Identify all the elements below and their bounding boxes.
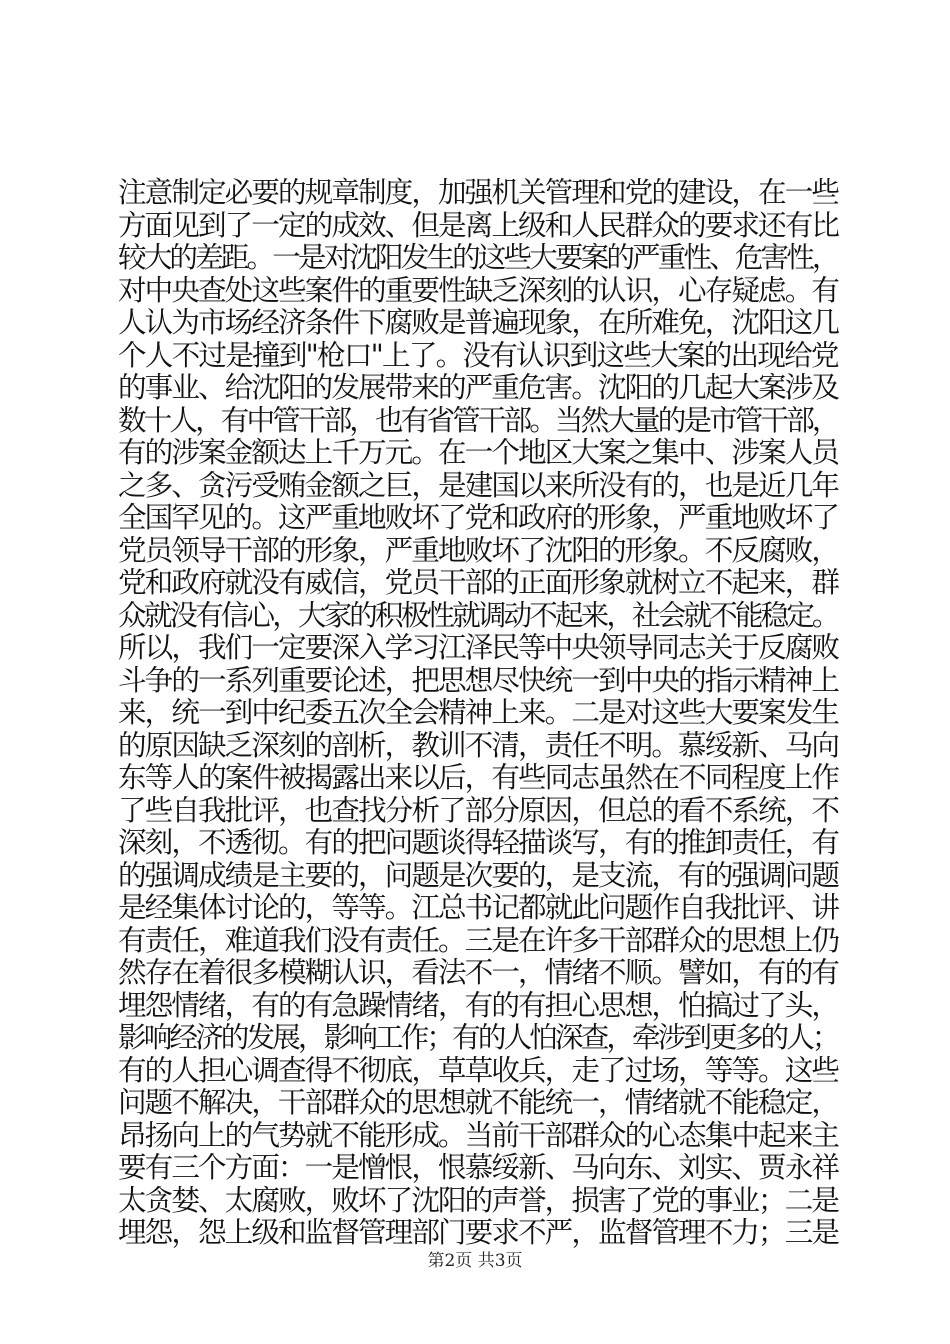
text-line: 个人不过是撞到"枪口"上了。没有认识到这些大案的出现给党 bbox=[118, 337, 838, 372]
text-line: 方面见到了一定的成效、但是离上级和人民群众的要求还有比 bbox=[118, 207, 839, 242]
text-line: 是经集体讨论的，等等。江总书记都就此问题作自我批评、讲 bbox=[118, 890, 839, 924]
text-line: 较大的差距。一是对沈阳发生的这些大要案的严重性、危害性， bbox=[118, 240, 838, 274]
text-line: 党和政府就没有威信，党员干部的正面形象就树立不起来，群 bbox=[118, 565, 839, 599]
text-line: 埋怨情绪，有的有急躁情绪，有的有担心思想，怕搞过了头， bbox=[118, 987, 839, 1022]
text-line: 的事业、给沈阳的发展带来的严重危害。沈阳的几起大案涉及 bbox=[118, 370, 839, 404]
text-line: 太贪婪、太腐败，败坏了沈阳的声誉，损害了党的事业；二是 bbox=[118, 1182, 839, 1217]
text-line: 来，统一到中纪委五次全会精神上来。二是对这些大要案发生 bbox=[118, 695, 839, 729]
text-line: 的原因缺乏深刻的剖析，教训不清，责任不明。慕绥新、马向 bbox=[118, 727, 839, 762]
body-text bbox=[118, 176, 838, 1249]
text-line: 之多、贪污受贿金额之巨，是建国以来所没有的，也是近几年 bbox=[118, 467, 839, 502]
text-line: 人认为市场经济条件下腐败是普遍现象，在所难免，沈阳这几 bbox=[118, 305, 839, 339]
text-line: 党员领导干部的形象，严重地败坏了沈阳的形象。不反腐败， bbox=[118, 532, 839, 567]
text-line: 有责任，难道我们没有责任。三是在许多干部群众的思想上仍 bbox=[118, 922, 839, 957]
text-line: 众就没有信心，大家的积极性就调动不起来，社会就不能稳定。 bbox=[118, 597, 838, 632]
text-line: 的强调成绩是主要的，问题是次要的，是支流，有的强调问题 bbox=[118, 857, 839, 892]
text-line: 全国罕见的。这严重地败坏了党和政府的形象，严重地败坏了 bbox=[118, 500, 839, 534]
text-line: 对中央查处这些案件的重要性缺乏深刻的认识，心存疑虑。有 bbox=[118, 272, 839, 307]
text-line: 然存在着很多模糊认识，看法不一，情绪不顺。譬如，有的有 bbox=[118, 955, 839, 989]
text-line: 问题不解决，干部群众的思想就不能统一，情绪就不能稳定， bbox=[118, 1085, 839, 1119]
text-line: 斗争的一系列重要论述，把思想尽快统一到中央的指示精神上 bbox=[118, 662, 839, 697]
text-line: 深刻，不透彻。有的把问题谈得轻描谈写，有的推卸责任，有 bbox=[118, 825, 839, 859]
text-line: 有的涉案金额达上千万元。在一个地区大案之集中、涉案人员 bbox=[118, 435, 839, 469]
text-line: 了些自我批评，也查找分析了部分原因，但总的看不系统，不 bbox=[118, 792, 839, 827]
text-line: 埋怨，怨上级和监督管理部门要求不严，监督管理不力；三是 bbox=[118, 1215, 839, 1249]
text-line: 东等人的案件被揭露出来以后，有些同志虽然在不同程度上作 bbox=[118, 760, 839, 794]
text-line: 所以，我们一定要深入学习江泽民等中央领导同志关于反腐败 bbox=[118, 630, 839, 664]
text-line: 要有三个方面：一是憎恨，恨慕绥新、马向东、刘实、贾永祥 bbox=[118, 1150, 839, 1184]
text-line: 昂扬向上的气势就不能形成。当前干部群众的心态集中起来主 bbox=[118, 1117, 839, 1152]
page-footer: 第2页 共3页 bbox=[427, 1251, 523, 1271]
text-line: 注意制定必要的规章制度，加强机关管理和党的建设，在一些 bbox=[118, 175, 839, 209]
text-line: 有的人担心调查得不彻底，草草收兵，走了过场，等等。这些 bbox=[118, 1052, 839, 1087]
text-line: 数十人，有中管干部，也有省管干部。当然大量的是市管干部， bbox=[118, 402, 838, 437]
text-line: 影响经济的发展，影响工作；有的人怕深查，牵涉到更多的人； bbox=[118, 1020, 838, 1054]
